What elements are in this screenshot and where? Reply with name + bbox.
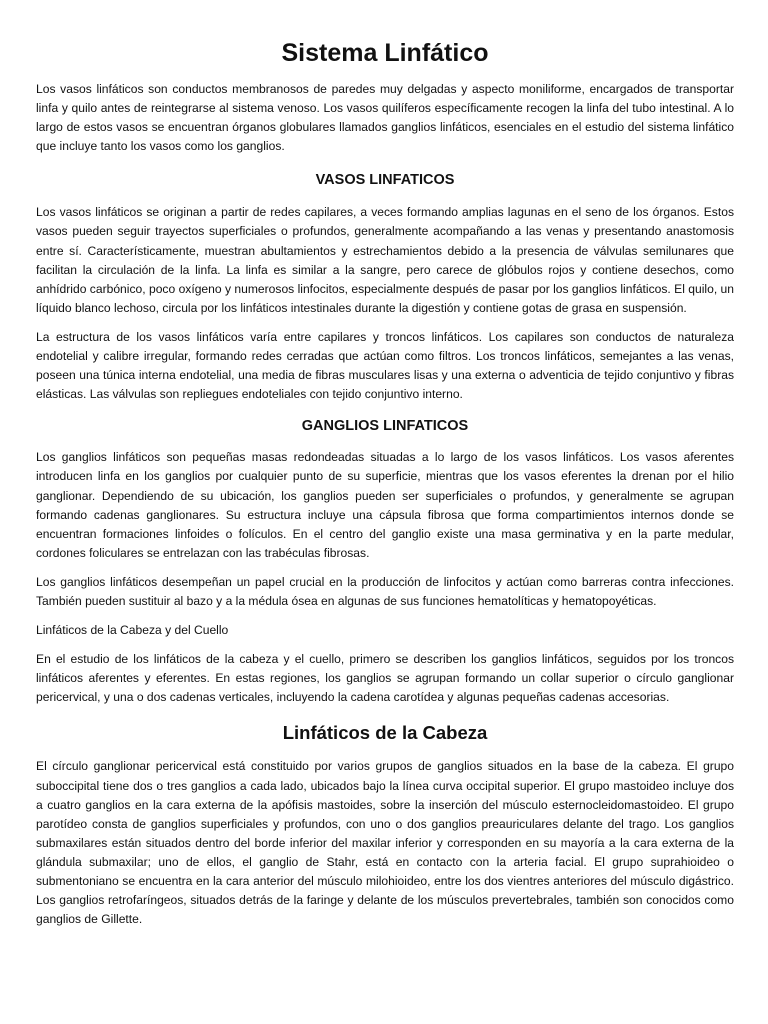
heading-ganglios-linfaticos: GANGLIOS LINFATICOS [301, 418, 469, 435]
vasos-paragraph-2: La estructura de los vasos linfáticos varía entre capilares y troncos linfáticos. Los capilares son conductos de naturaleza endotelial y calibre irregular, formando redes cerradas que actúan como filtros. Los troncos linfáticos, semejantes a las venas, poseen una túnica interna endotelial, una media de fibras musculares lisas y una externa o adventicia de tejido conjuntivo y fibras elásticas. Las válvulas son repliegues endoteliales con tejido conjuntivo interno. [36, 329, 734, 402]
cabeza-paragraph-1: El círculo ganglionar pericervical está constituido por varios grupos de ganglios situados en la base de la cabeza. El grupo suboccipital tiene dos o tres ganglios a cada lado, ubicados bajo la línea curva occipital superior. El grupo mastoideo incluye dos a cuatro ganglios en la cara externa de la apófisis mastoides, sobre la inserción del músculo esternocleidomastoideo. El grupo parotídeo consta de ganglios superficiales y profundos, con uno o dos ganglios preauriculares delante del trago. Los ganglios submaxilares están situados dentro del borde inferior del maxilar inferior y corresponden en su mayoría a la cara externa de la glándula submaxilar; uno de ellos, el ganglio de Stahr, está en contacto con la arteria facial. El grupo suprahioideo o submentoniano se encuentra en la cara anterior del músculo milohioideo, entre los dos vientres anteriores del músculo digástrico. Los ganglios retrofaríngeos, situados detrás de la faringe y delante de los músculos prevertebrales, también son conocidos como ganglios de Gillette. [36, 759, 734, 927]
heading-vasos-linfaticos: VASOS LINFATICOS [315, 172, 455, 189]
vasos-paragraph-1: Los vasos linfáticos se originan a partir de redes capilares, a veces formando amplias lagunas en el seno de los órganos. Estos vasos pueden seguir trayectos superficiales o profundos, generalmente acompañando a las venas y presentando anastomosis entre sí. Característicamente, muestran abultamientos y estrechamientos debido a la presencia de válvulas semilunares que facilitan la circulación de la linfa. La linfa es similar a la sangre, pero carece de glóbulos rojos y contiene desechos, como anhídrido carbónico, poco oxígeno y numerosos linfocitos, especialmente después de pasar por los ganglios linfáticos. El quilo, un líquido blanco lechoso, circula por los linfáticos intestinales durante la digestión y contiene gotas de grasa en suspensión. [36, 205, 734, 315]
intro-paragraph: Los vasos linfáticos son conductos membranosos de paredes muy delgadas y aspecto moniliforme, encargados de transportar linfa y quilo antes de reintegrarse al sistema venoso. Los vasos quilíferos específicamente recogen la linfa del tubo intestinal. A lo largo de estos vasos se encuentran órganos globulares llamados ganglios linfáticos, esenciales en el estudio del sistema linfático que incluye tanto los vasos como los ganglios. [36, 82, 734, 154]
subheading-cabeza-cuello: Linfáticos de la Cabeza y del Cuello [36, 623, 229, 638]
heading-linfaticos-cabeza: Linfáticos de la Cabeza [282, 722, 488, 744]
page-title: Sistema Linfático [281, 39, 489, 67]
ganglios-paragraph-1: Los ganglios linfáticos son pequeñas masas redondeadas situadas a lo largo de los vasos linfáticos. Los vasos aferentes introducen linfa en los ganglios por cualquier punto de su superficie, mientras que los vasos eferentes la drenan por el hilio ganglionar. Dependiendo de su ubicación, los ganglios pueden ser superficiales o profundos, y generalmente se agrupan formando cadenas ganglionares. Su estructura incluye una cápsula fibrosa que forma compartimientos internos donde se encuentran formaciones linfoides o folículos. En el centro del ganglio existe una masa germinativa y en la parte medular, cordones foliculares se entrelazan con las trabéculas fibrosas. [36, 450, 734, 560]
ganglios-paragraph-2: Los ganglios linfáticos desempeñan un papel crucial en la producción de linfocitos y actúan como barreras contra infecciones. También pueden sustituir al bazo y a la médula ósea en algunas de sus funciones hematolíticas y hematopoyéticas. [36, 574, 734, 608]
ganglios-paragraph-3: En el estudio de los linfáticos de la cabeza y el cuello, primero se describen los ganglios linfáticos, seguidos por los troncos linfáticos aferentes y eferentes. En estas regiones, los ganglios se agrupan formando un collar superior o círculo ganglionar pericervical, y una o dos cadenas verticales, incluyendo la cadena carotídea y algunas pequeñas cadenas accesorias. [36, 652, 734, 705]
